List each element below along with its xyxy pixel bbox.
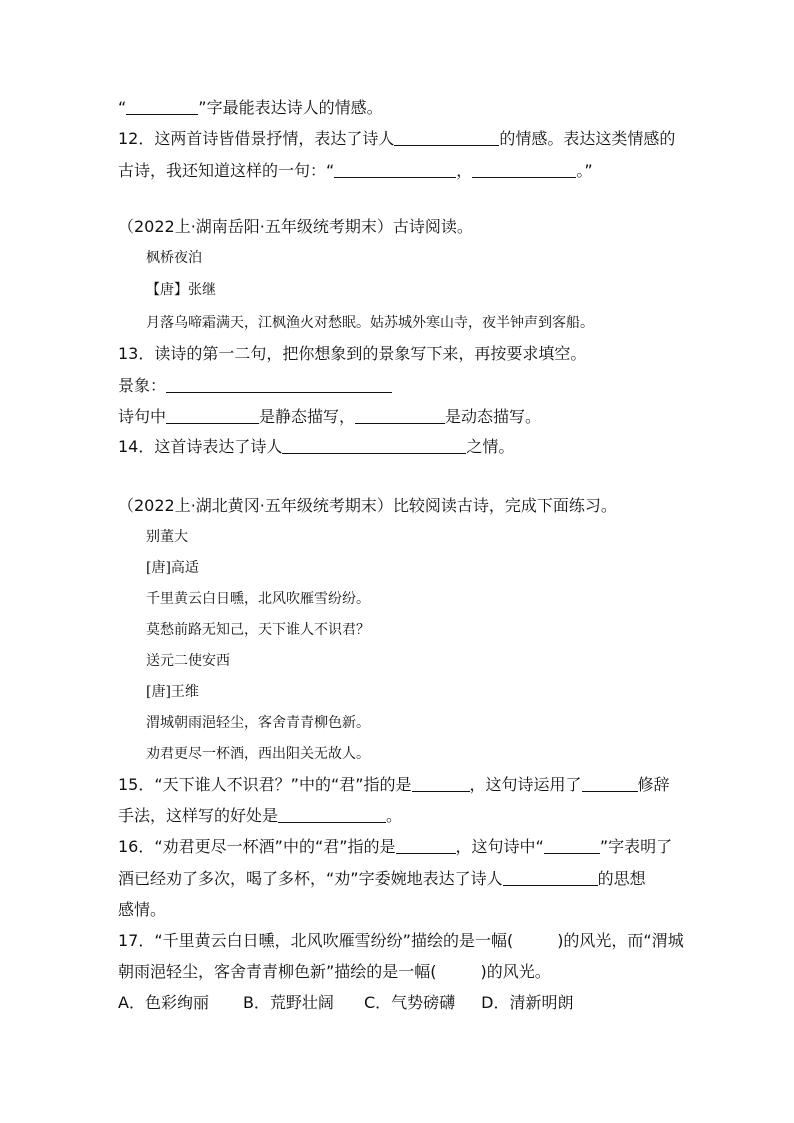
poem1-line1: 千里黄云白日曛，北风吹雁雪纷纷。 — [146, 591, 370, 607]
q13-scene-line — [118, 375, 392, 397]
q13-text-b: 是静态描写， — [259, 407, 356, 426]
q15-text-b: ，这句诗运用了 — [469, 775, 582, 794]
q11-tail-line — [118, 97, 383, 119]
q13-text-a: 诗句中 — [118, 407, 167, 426]
q14-blank[interactable] — [282, 438, 466, 454]
option-b[interactable]: B．荒野壮阔 — [242, 993, 334, 1012]
poem-text-fengqiao: 月落乌啼霜满天，江枫渔火对愁眠。姑苏城外寒山寺，夜半钟声到客船。 — [146, 315, 594, 331]
q16-text-a: 16．“劝君更尽一杯酒”中的“君”指的是 — [118, 837, 396, 856]
q13-scene-blank[interactable] — [166, 377, 392, 393]
q16-line3: 感情。 — [118, 900, 167, 919]
q15-line2 — [118, 805, 402, 827]
q17-text-c: 朝雨浥轻尘，客舍青青柳色新”描绘的是一幅( — [118, 962, 437, 981]
q12-line2 — [118, 160, 593, 182]
q16-blank-char[interactable] — [544, 838, 600, 854]
poem-title-fengqiao: 枫桥夜泊 — [146, 250, 202, 266]
option-a[interactable]: A．色彩绚丽 — [118, 993, 209, 1012]
q13-prompt: 13．读诗的第一二句，把你想象到的景象写下来，再按要求填空。 — [118, 344, 587, 363]
q13-text-c: 是动态描写。 — [445, 407, 542, 426]
q15-blank-jun[interactable] — [412, 776, 470, 792]
q14-text-a: 14．这首诗表达了诗人 — [118, 437, 283, 456]
section2-source: （2022上·湖北黄冈·五年级统考期末）比较阅读古诗，完成下面练习。 — [118, 496, 617, 515]
option-c[interactable]: C．气势磅礴 — [363, 993, 456, 1012]
q17-line1 — [118, 930, 684, 952]
q14-line — [118, 436, 514, 458]
q13-static-blank[interactable] — [166, 408, 259, 424]
q15-text-a: 15．“天下谁人不识君？”中的“君”指的是 — [118, 775, 412, 794]
q14-text-b: 之情。 — [466, 437, 515, 456]
q12-text-c: 古诗，我还知道这样的一句：“ — [118, 161, 335, 180]
q17-options — [118, 992, 573, 1014]
q16-line2 — [118, 868, 646, 890]
poem1-author: [唐]高适 — [146, 560, 199, 576]
option-d[interactable]: D．清新明朗 — [481, 993, 574, 1012]
q16-text-b: ，这句诗中“ — [455, 837, 544, 856]
q12-end: 。” — [576, 161, 593, 180]
poem-author-zhangji: 【唐】张继 — [146, 282, 216, 298]
q13-scene-label: 景象： — [118, 376, 167, 395]
q12-line1 — [118, 128, 675, 150]
q16-line1 — [118, 836, 672, 858]
q17-text-d: )的风光。 — [480, 962, 551, 981]
poem2-line1: 渭城朝雨浥轻尘，客舍青青柳色新。 — [146, 715, 370, 731]
q12-blank-emotion[interactable] — [394, 130, 499, 146]
q15-text-d: 手法，这样写的好处是 — [118, 806, 279, 825]
q15-blank-benefit[interactable] — [278, 807, 386, 823]
q15-text-c: 修辞 — [637, 775, 670, 794]
q11-tail-text: ”字最能表达诗人的情感。 — [198, 98, 383, 117]
q16-text-e: 的思想 — [597, 869, 646, 888]
q16-blank-jun[interactable] — [396, 838, 456, 854]
q12-comma: ， — [456, 161, 473, 180]
poem2-line2: 劝君更尽一杯酒，西出阳关无故人。 — [146, 746, 370, 762]
q17-text-b: )的风光，而“渭城 — [557, 931, 684, 950]
q12-blank-verse2[interactable] — [472, 162, 576, 178]
q16-blank-feeling[interactable] — [503, 870, 598, 886]
q13-describe-line — [118, 406, 541, 428]
q16-text-d: 酒已经劝了多次，喝了多杯，“劝”字委婉地表达了诗人 — [118, 869, 503, 888]
q16-text-c: ”字表明了 — [599, 837, 673, 856]
q12-text-b: 的情感。表达这类情感的 — [499, 129, 676, 148]
q15-line1 — [118, 774, 670, 796]
open-quote: “ — [118, 98, 127, 117]
q13-dynamic-blank[interactable] — [355, 408, 445, 424]
q15-text-e: 。 — [386, 806, 403, 825]
q17-line2 — [118, 961, 551, 983]
poem1-line2: 莫愁前路无知己，天下谁人不识君？ — [146, 622, 370, 638]
q15-blank-rhetoric[interactable] — [582, 776, 638, 792]
q12-text-a: 12．这两首诗皆借景抒情，表达了诗人 — [118, 129, 395, 148]
q11-blank[interactable] — [126, 99, 198, 115]
q12-blank-verse1[interactable] — [334, 162, 456, 178]
q17-text-a: 17．“千里黄云白日曛，北风吹雁雪纷纷”描绘的是一幅( — [118, 931, 514, 950]
poem1-title: 别董大 — [146, 529, 188, 545]
section1-source: （2022上·湖南岳阳·五年级统考期末）古诗阅读。 — [118, 217, 473, 236]
poem2-title: 送元二使安西 — [146, 653, 230, 669]
poem2-author: [唐]王维 — [146, 684, 199, 700]
